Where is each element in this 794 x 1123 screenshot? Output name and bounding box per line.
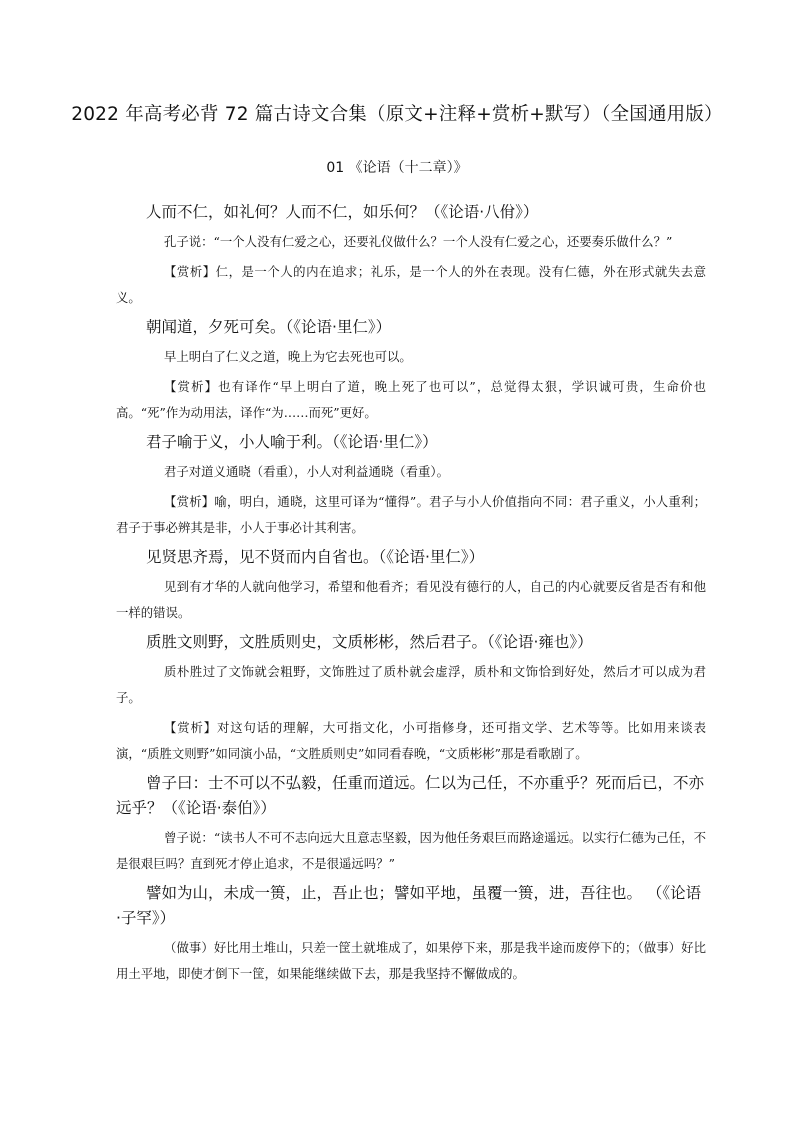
translation: 见到有才华的人就向他学习，希望和他看齐；看见没有德行的人，自己的内心就要反省是否有和他一样的错误。 [116,579,706,620]
entry-1 [116,200,706,311]
analysis: 【赏析】也有译作“早上明白了道，晚上死了也可以”，总觉得太狠，学识诚可贵，生命价也高。“死”作为动用法，译作“为……而死”更好。 [116,379,706,420]
original-quote: 质胜文则野，文胜质则史，文质彬彬，然后君子。（《论语·雍也》） [146,633,593,651]
entry-3 [116,430,706,541]
entry-7 [116,881,706,987]
translation: 孔子说：“一个人没有仁爱之心，还要礼仪做什么？一个人没有仁爱之心，还要奏乐做什么？” [164,234,673,249]
content-body [116,200,706,991]
analysis: 【赏析】对这句话的理解，大可指文化，小可指修身，还可指文学、艺术等等。比如用来谈表演，“质胜文则野”如同演小品，“文胜质则史”如同看春晚，“文质彬彬”那是看歌剧了。 [116,720,706,761]
original-quote: 譬如为山，未成一篑，止，吾止也；譬如平地，虽覆一篑，进，吾往也。 （《论语·子罕》） [116,884,702,927]
document-title: 2022 年高考必背 72 篇古诗文合集（原文+注释+赏析+默写）（全国通用版） [71,104,723,125]
translation: 早上明白了仁义之道，晚上为它去死也可以。 [164,349,412,364]
original-quote: 人而不仁，如礼何？人而不仁，如乐何？（《论语·八佾》） [146,203,539,221]
analysis: 【赏析】喻，明白，通晓，这里可译为“懂得”。君子与小人价值指向不同：君子重义，小人重利；君子于事必辨其是非，小人于事必计其利害。 [116,494,706,535]
original-quote: 君子喻于义，小人喻于利。（《论语·里仁》） [146,433,438,451]
analysis: 【赏析】仁，是一个人的内在追求；礼乐，是一个人的外在表现。没有仁德，外在形式就失去意义。 [116,264,706,305]
translation: 质朴胜过了文饰就会粗野，文饰胜过了质朴就会虚浮，质朴和文饰恰到好处，然后才可以成为君子。 [116,664,706,705]
translation: （做事）好比用土堆山，只差一筐土就堆成了，如果停下来，那是我半途而废停下的；（做事）好比用土平地，即使才倒下一筐，如果能继续做下去，那是我坚持不懈做成的。 [116,940,706,981]
entry-5 [116,630,706,767]
entry-2 [116,315,706,426]
entry-4 [116,545,706,626]
translation: 君子对道义通晓（看重），小人对利益通晓（看重）。 [164,464,449,479]
original-quote: 朝闻道，夕死可矣。（《论语·里仁》） [146,318,392,336]
original-quote: 见贤思齐焉，见不贤而内自省也。（《论语·里仁》） [146,548,485,566]
entry-6 [116,771,706,877]
translation: 曾子说：“读书人不可不志向远大且意志坚毅，因为他任务艰巨而路途遥远。以实行仁德为己任，不是很艰巨吗？直到死才停止追求，不是很遥远吗？” [116,830,706,871]
original-quote: 曾子曰：士不可以不弘毅，任重而道远。仁以为己任，不亦重乎？死而后已，不亦远乎？（《论语·泰伯》） [116,774,705,817]
section-heading: 01 《论语（十二章）》 [326,160,468,176]
